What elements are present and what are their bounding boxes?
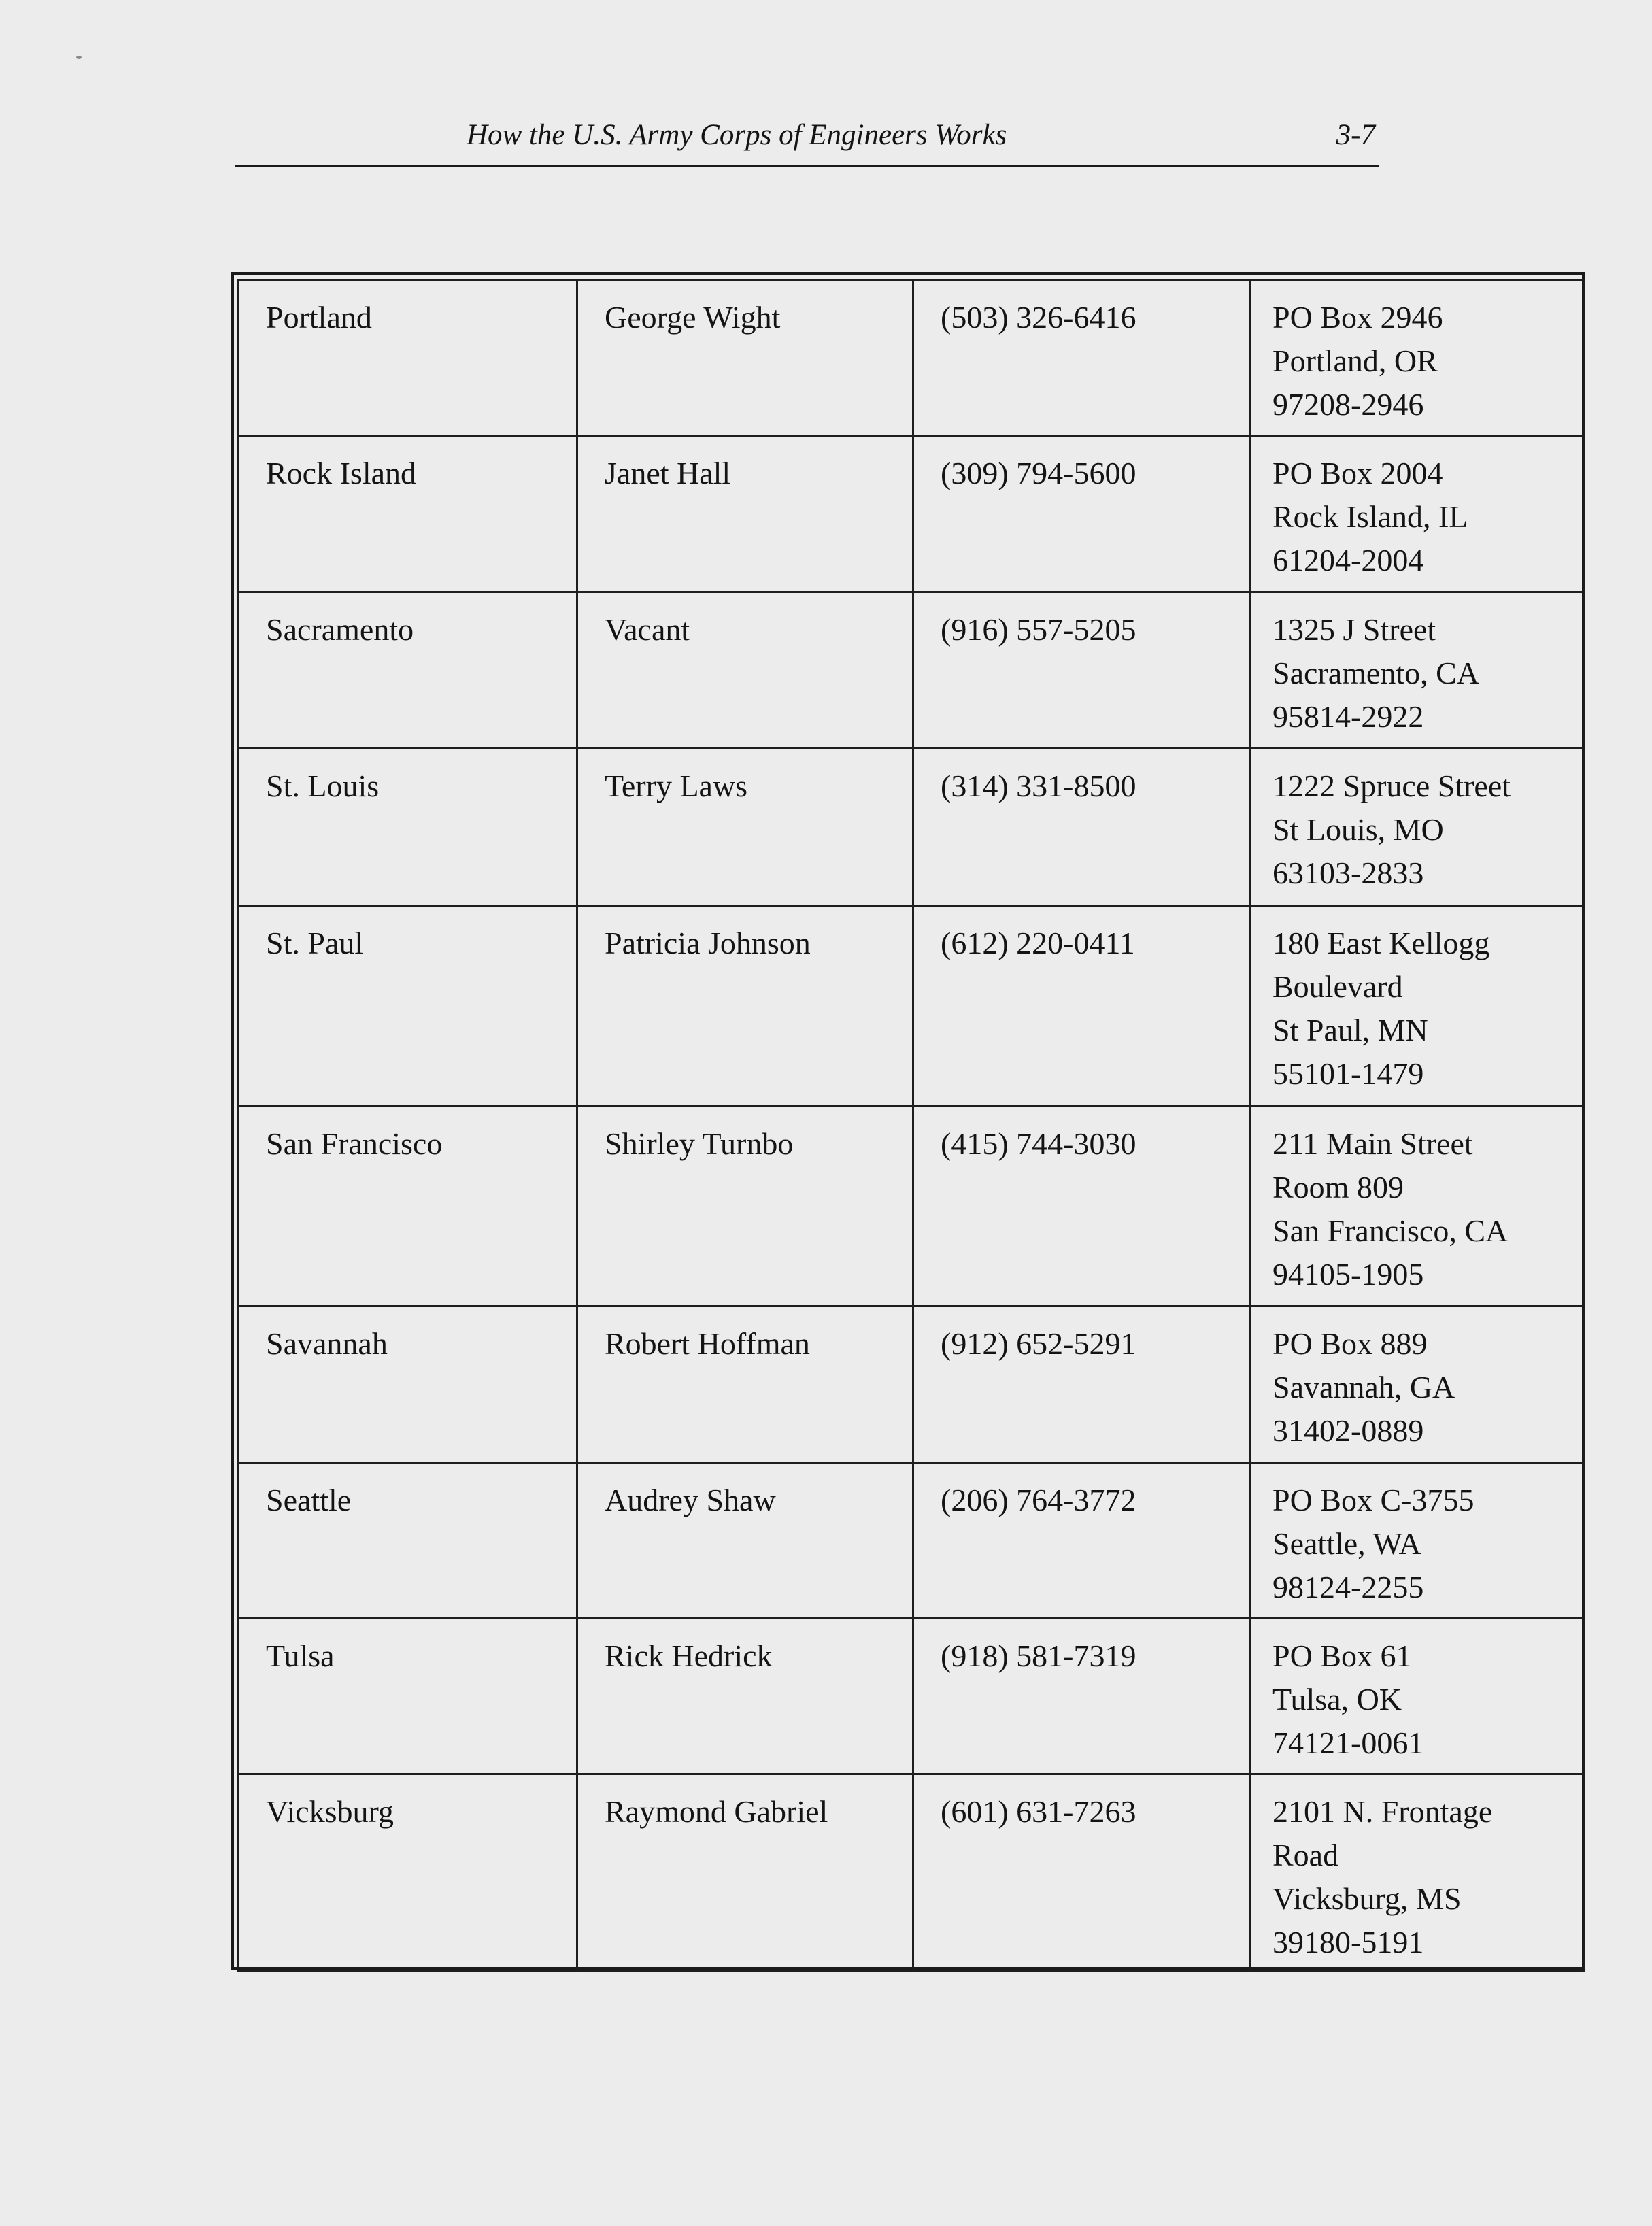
district-offices-table-frame bbox=[231, 272, 1585, 1970]
district-cell: Vicksburg bbox=[239, 1774, 577, 1971]
address-line: St Louis, MO bbox=[1272, 812, 1444, 847]
address-cell bbox=[1250, 280, 1585, 436]
address-line: 180 East Kellogg bbox=[1272, 926, 1490, 960]
contact-cell: Robert Hoffman bbox=[577, 1306, 913, 1463]
address-cell bbox=[1250, 1306, 1585, 1463]
district-cell: San Francisco bbox=[239, 1107, 577, 1306]
district-cell: St. Paul bbox=[239, 906, 577, 1107]
district-cell: St. Louis bbox=[239, 749, 577, 906]
table-row bbox=[239, 280, 1585, 436]
contact-cell: Vacant bbox=[577, 592, 913, 749]
contact-cell: Shirley Turnbo bbox=[577, 1107, 913, 1306]
table-row bbox=[239, 592, 1585, 749]
contact-cell: Patricia Johnson bbox=[577, 906, 913, 1107]
address-line: Tulsa, OK bbox=[1272, 1682, 1402, 1717]
address-line: 39180-5191 bbox=[1272, 1925, 1424, 1959]
address-line: PO Box C-3755 bbox=[1272, 1483, 1474, 1517]
phone-cell: (612) 220-0411 bbox=[913, 906, 1250, 1107]
table-row bbox=[239, 1463, 1585, 1619]
address-line: Boulevard bbox=[1272, 969, 1403, 1004]
district-cell: Seattle bbox=[239, 1463, 577, 1619]
phone-cell: (415) 744-3030 bbox=[913, 1107, 1250, 1306]
address-line: 61204-2004 bbox=[1272, 543, 1424, 577]
table-row bbox=[239, 1306, 1585, 1463]
address-line: Seattle, WA bbox=[1272, 1526, 1421, 1561]
contact-cell: Janet Hall bbox=[577, 436, 913, 592]
address-line: PO Box 61 bbox=[1272, 1638, 1412, 1673]
address-line: 211 Main Street bbox=[1272, 1126, 1473, 1161]
table-row bbox=[239, 1774, 1585, 1971]
address-cell bbox=[1250, 592, 1585, 749]
address-line: Rock Island, IL bbox=[1272, 499, 1468, 534]
address-line: 74121-0061 bbox=[1272, 1725, 1424, 1760]
address-cell bbox=[1250, 1463, 1585, 1619]
page-number: 3-7 bbox=[1336, 119, 1375, 151]
district-offices-table bbox=[237, 279, 1585, 1972]
table-row bbox=[239, 749, 1585, 906]
phone-cell: (601) 631-7263 bbox=[913, 1774, 1250, 1971]
address-line: 63103-2833 bbox=[1272, 856, 1424, 890]
address-line: 97208-2946 bbox=[1272, 387, 1424, 422]
address-line: Sacramento, CA bbox=[1272, 656, 1480, 690]
address-line: 1222 Spruce Street bbox=[1272, 769, 1511, 803]
contact-cell: Rick Hedrick bbox=[577, 1619, 913, 1774]
address-line: Savannah, GA bbox=[1272, 1370, 1455, 1404]
contact-cell: George Wight bbox=[577, 280, 913, 436]
district-cell: Savannah bbox=[239, 1306, 577, 1463]
address-line: 94105-1905 bbox=[1272, 1257, 1424, 1292]
address-line: PO Box 2946 bbox=[1272, 300, 1443, 335]
address-line: 1325 J Street bbox=[1272, 612, 1436, 647]
address-cell bbox=[1250, 906, 1585, 1107]
contact-cell: Terry Laws bbox=[577, 749, 913, 906]
phone-cell: (206) 764-3772 bbox=[913, 1463, 1250, 1619]
table-row bbox=[239, 1107, 1585, 1306]
address-cell bbox=[1250, 1619, 1585, 1774]
table-row bbox=[239, 906, 1585, 1107]
address-line: 2101 N. Frontage bbox=[1272, 1794, 1493, 1829]
scan-speck bbox=[76, 56, 82, 59]
address-line: 31402-0889 bbox=[1272, 1413, 1424, 1448]
contact-cell: Audrey Shaw bbox=[577, 1463, 913, 1619]
phone-cell: (309) 794-5600 bbox=[913, 436, 1250, 592]
address-line: Vicksburg, MS bbox=[1272, 1881, 1462, 1916]
address-line: St Paul, MN bbox=[1272, 1013, 1428, 1047]
address-line: PO Box 889 bbox=[1272, 1326, 1428, 1361]
district-cell: Portland bbox=[239, 280, 577, 436]
address-cell bbox=[1250, 1774, 1585, 1971]
address-line: PO Box 2004 bbox=[1272, 456, 1443, 490]
phone-cell: (918) 581-7319 bbox=[913, 1619, 1250, 1774]
address-line: San Francisco, CA bbox=[1272, 1213, 1508, 1248]
district-cell: Sacramento bbox=[239, 592, 577, 749]
district-cell: Tulsa bbox=[239, 1619, 577, 1774]
table-row bbox=[239, 436, 1585, 592]
address-line: 55101-1479 bbox=[1272, 1056, 1424, 1091]
address-cell bbox=[1250, 436, 1585, 592]
address-cell bbox=[1250, 749, 1585, 906]
page-header bbox=[235, 110, 1379, 167]
address-line: 95814-2922 bbox=[1272, 699, 1424, 734]
phone-cell: (912) 652-5291 bbox=[913, 1306, 1250, 1463]
address-line: Room 809 bbox=[1272, 1170, 1404, 1204]
district-cell: Rock Island bbox=[239, 436, 577, 592]
address-cell bbox=[1250, 1107, 1585, 1306]
phone-cell: (916) 557-5205 bbox=[913, 592, 1250, 749]
address-line: 98124-2255 bbox=[1272, 1570, 1424, 1604]
address-line: Road bbox=[1272, 1838, 1339, 1872]
table-row bbox=[239, 1619, 1585, 1774]
running-title: How the U.S. Army Corps of Engineers Works bbox=[467, 119, 1007, 151]
contact-cell: Raymond Gabriel bbox=[577, 1774, 913, 1971]
phone-cell: (314) 331-8500 bbox=[913, 749, 1250, 906]
address-line: Portland, OR bbox=[1272, 343, 1438, 378]
phone-cell: (503) 326-6416 bbox=[913, 280, 1250, 436]
